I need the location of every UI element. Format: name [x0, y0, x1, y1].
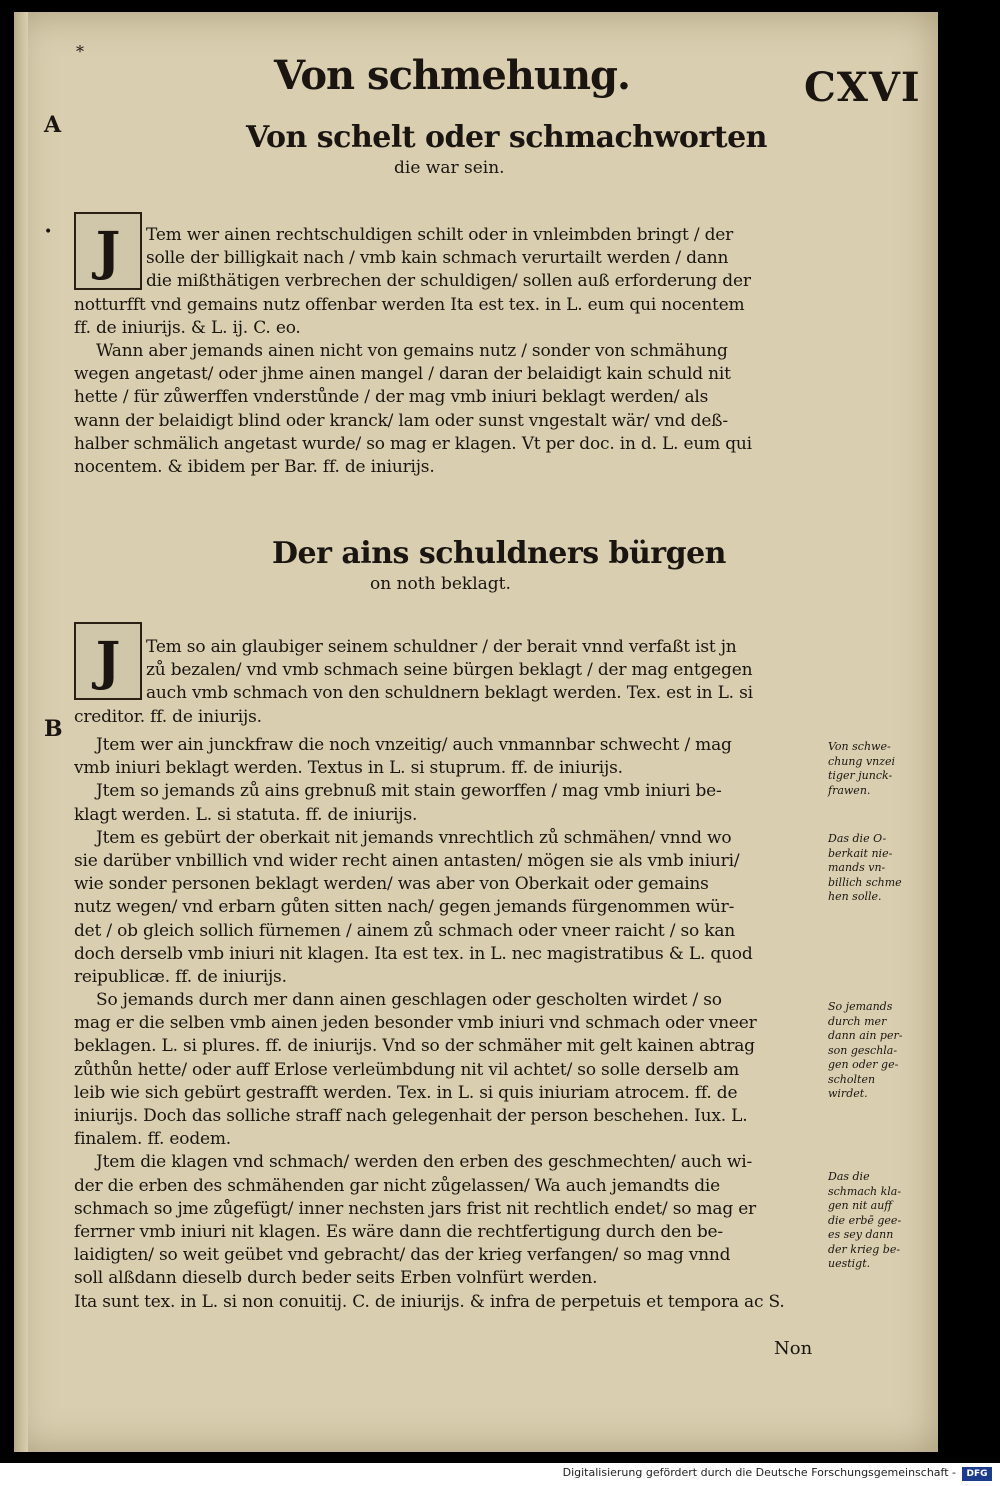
text-line: Jtem so jemands zů ains grebnuß mit stain geworffen / mag vmb iniuri be- [96, 781, 722, 802]
text-line: det / ob gleich sollich fürnemen / ainem zů schmach oder vneer raicht / so kan [74, 920, 736, 941]
dfg-logo[interactable]: DFG [962, 1467, 992, 1481]
text-line: mag er die selben vmb ainen jeden besonder vmb iniuri vnd schmach oder vneer [74, 1013, 757, 1034]
text-line: klagt werden. L. si statuta. ff. de iniurijs. [74, 804, 418, 825]
margin-line: hen solle. [828, 890, 882, 903]
margin-line: Das die O- [828, 832, 887, 845]
section2-body [74, 636, 820, 729]
margin-line: So jemands [828, 1000, 893, 1013]
text-line: So jemands durch mer dann ainen geschlagen oder gescholten wirdet / so [96, 990, 722, 1011]
text-line: vmb iniuri beklagt werden. Textus in L. si stuprum. ff. de iniurijs. [74, 758, 623, 779]
text-line: reipublicæ. ff. de iniurijs. [74, 966, 287, 987]
printers-mark: * [76, 42, 84, 61]
text-line: doch derselb vmb iniuri nit klagen. Ita est tex. in L. nec magistratibus & L. quod [74, 943, 753, 964]
margin-line: gen oder ge- [828, 1058, 899, 1071]
text-line: der die erben des schmähenden gar nicht zůgelassen/ Wa auch jemandts die [74, 1175, 721, 1196]
text-line: beklagen. L. si plures. ff. de iniurijs. Vnd so der schmäher mit gelt kainen abtrag [74, 1036, 755, 1057]
folio-number: CXVI [804, 64, 921, 111]
margin-line: chung vnzei [828, 754, 896, 768]
running-title: Von schmehung. [274, 52, 630, 99]
margin-line: der krieg be- [828, 1242, 901, 1256]
margin-note-2 [828, 832, 928, 905]
text-line: leib wie sich gebürt gestrafft werden. Tex. in L. si quis iniuriam atrocem. ff. de [74, 1082, 738, 1103]
text-line: Jtem wer ain junckfraw die noch vnzeitig/ auch vnmannbar schwecht / mag [96, 735, 732, 755]
bullet-mark: • [44, 224, 53, 240]
text-line: creditor. ff. de iniurijs. [74, 706, 262, 727]
text-line: finalem. ff. eodem. [74, 1129, 231, 1150]
text-line: schmach so jme zůgefügt/ inner nechsten jars frist nit rechtlich endet/ so mag er [74, 1198, 756, 1219]
section-mark-a: A [44, 112, 62, 138]
decorated-initial-1: J [74, 212, 142, 290]
section2-continued-body [74, 734, 820, 1314]
book-page [14, 12, 938, 1452]
text-line: zů bezalen/ vnd vmb schmach seine bürgen beklagt / der mag entgegen [146, 660, 753, 681]
text-line: hette / für zůwerffen vnderstůnde / der mag vmb iniuri beklagt werden/ als [74, 387, 709, 408]
text-line: auch vmb schmach von den schuldnern beklagt werden. Tex. est in L. si [146, 683, 753, 704]
text-line: wegen angetast/ oder jhme ainen mangel / daran der belaidigt kain schuld nit [74, 364, 731, 385]
margin-line: schmach kla- [828, 1184, 902, 1198]
text-line: iniurijs. Doch das solliche straff nach gelegenhait der person beschehen. Iux. L. [74, 1106, 748, 1126]
text-line: Tem so ain glaubiger seinem schuldner / der berait vnnd verfaßt ist jn [146, 637, 737, 657]
margin-line: wirdet. [828, 1087, 868, 1100]
text-line: notturfft vnd gemains nutz offenbar werden Ita est tex. in L. eum qui nocentem [74, 294, 745, 315]
margin-line: billich schme [828, 875, 902, 889]
margin-line: uestigt. [828, 1257, 871, 1270]
section1-subtitle: die war sein. [394, 158, 505, 178]
margin-note-4 [828, 1170, 928, 1272]
text-line: ferrner vmb iniuri nit klagen. Es wäre dann die rechtfertigung durch den be- [74, 1221, 723, 1242]
text-line: sie darüber vnbillich vnd wider recht ainen antasten/ mögen sie als vmb iniuri/ [74, 850, 740, 871]
text-line: Jtem die klagen vnd schmach/ werden den erben des geschmechten/ auch wi- [96, 1152, 753, 1173]
margin-line: die erbē gee- [828, 1213, 902, 1227]
decorated-initial-2: J [74, 622, 142, 700]
text-line: wann der belaidigt blind oder kranck/ lam oder sunst vngestalt wär/ vnd deß- [74, 410, 728, 431]
margin-line: son geschla- [828, 1043, 898, 1057]
margin-line: mands vn- [828, 861, 886, 874]
margin-line: durch mer [828, 1014, 887, 1028]
text-line: ff. de iniurijs. & L. ij. C. eo. [74, 317, 301, 338]
margin-line: Das die [828, 1170, 870, 1183]
section2-title: Der ains schuldners bürgen [272, 536, 726, 571]
text-line: Jtem es gebürt der oberkait nit jemands vnrechtlich zů schmähen/ vnnd wo [96, 827, 732, 848]
margin-line: Von schwe- [828, 740, 891, 753]
catchword: Non [774, 1338, 813, 1359]
section1-title: Von schelt oder schmachworten [246, 120, 767, 155]
margin-line: scholten [828, 1072, 876, 1086]
margin-note-3 [828, 1000, 928, 1102]
margin-line: es sey dann [828, 1228, 894, 1241]
text-line: Wann aber jemands ainen nicht von gemains nutz / sonder von schmähung [96, 340, 728, 361]
margin-line: frawen. [828, 783, 871, 797]
section-mark-b: B [44, 716, 63, 742]
margin-line: gen nit auff [828, 1199, 893, 1212]
margin-line: tiger junck- [828, 769, 893, 782]
text-line: soll alßdann dieselb durch beder seits Erben volnfürt werden. [74, 1268, 598, 1289]
margin-line: dann ain per- [828, 1029, 903, 1042]
margin-line: berkait nie- [828, 846, 893, 860]
section1-body [74, 224, 820, 479]
text-line: Tem wer ainen rechtschuldigen schilt oder in vnleimbden bringt / der [146, 225, 734, 245]
section2-subtitle: on noth beklagt. [370, 574, 511, 594]
text-line: nocentem. & ibidem per Bar. ff. de iniurijs. [74, 456, 435, 477]
text-line: nutz wegen/ vnd erbarn gůten sitten nach/ gegen jemands fürgenommen wür- [74, 897, 735, 918]
text-line: laidigten/ so weit geübet vnd gebracht/ das der krieg verfangen/ so mag vnnd [74, 1245, 731, 1266]
text-line: wie sonder personen beklagt werden/ was aber von Oberkait oder gemains [74, 874, 709, 895]
margin-note-1 [828, 740, 928, 798]
funding-credit: Digitalisierung gefördert durch die Deutsche Forschungsgemeinschaft - [562, 1466, 956, 1479]
text-line: zůthůn hette/ oder auff Erlose verleümbdung nit vil achtet/ so solle derselb am [74, 1059, 739, 1080]
footer-bar [0, 1463, 1000, 1486]
text-line: solle der billigkait nach / vmb kain schmach verurtailt werden / dann [146, 248, 729, 269]
text-line: Ita sunt tex. in L. si non conuitij. C. de iniurijs. & infra de perpetuis et tempora ac S. [74, 1291, 785, 1312]
text-line: die mißthätigen verbrechen der schuldigen/ sollen auß erforderung der [146, 271, 751, 292]
text-line: halber schmälich angetast wurde/ so mag er klagen. Vt per doc. in d. L. eum qui [74, 433, 752, 454]
